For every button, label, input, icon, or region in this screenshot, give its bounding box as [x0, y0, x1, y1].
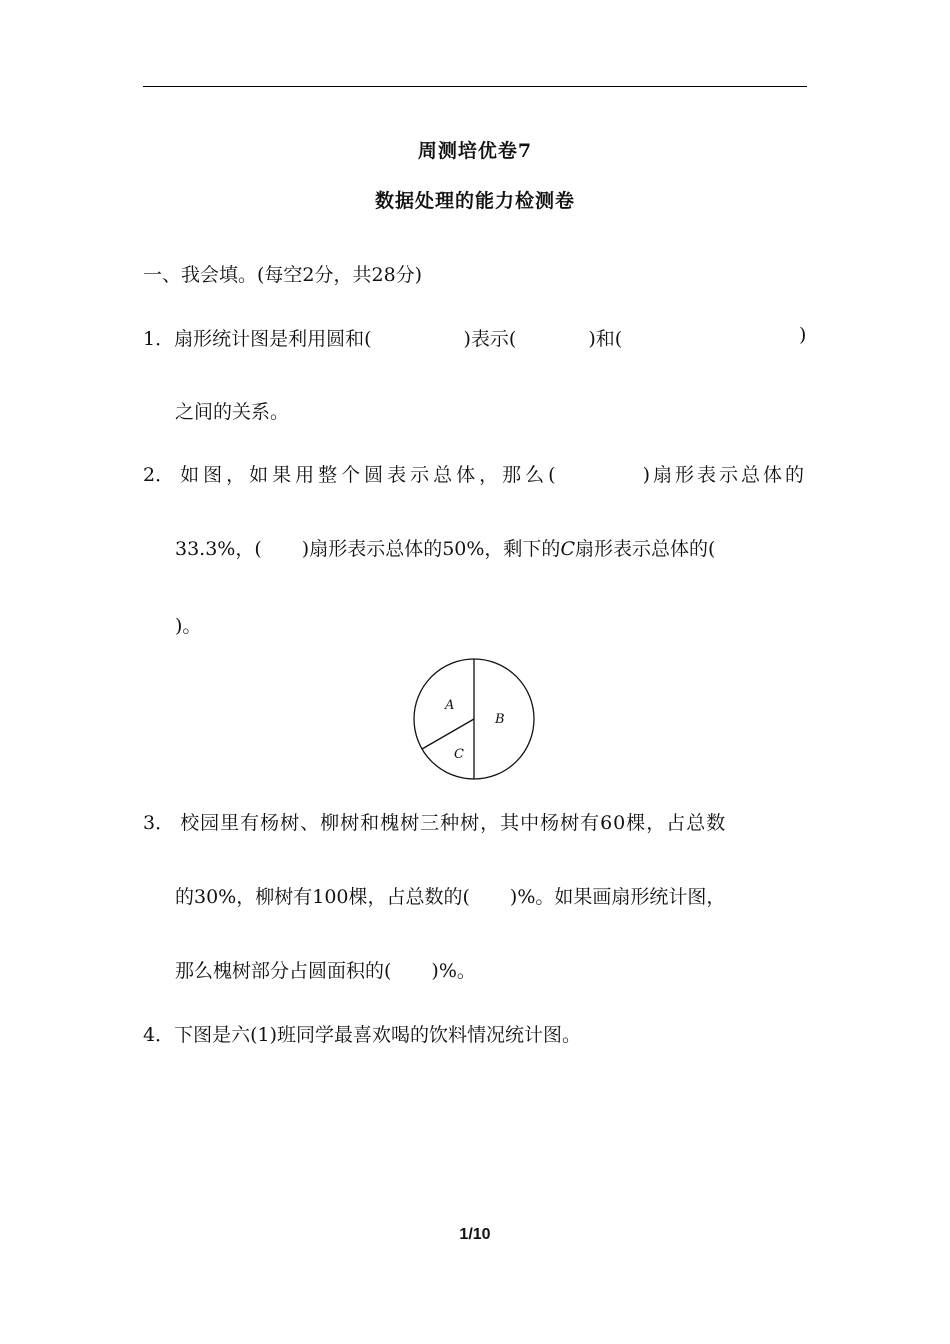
question-2-line-2 — [175, 534, 715, 561]
section-heading: 一、我会填。(每空2分，共28分) — [143, 264, 423, 286]
question-2-text-c: 33.3%，( — [175, 538, 262, 560]
header-rule — [143, 86, 807, 87]
question-1-text-a: 扇形统计图是利用圆和( — [174, 328, 372, 350]
worksheet-title: 周测培优卷7 — [417, 140, 533, 162]
question-3-text-b: 的30%，柳树有100棵，占总数的( — [175, 886, 470, 908]
question-2-text-a: 如图，如果用整个圆表示总体，那么( — [180, 464, 560, 486]
question-4-text: 下图是六(1)班同学最喜欢喝的饮料情况统计图。 — [174, 1024, 582, 1046]
question-2-label-c: C — [560, 538, 575, 560]
question-1-number: 1． — [143, 328, 175, 350]
pie-figure — [411, 656, 537, 782]
question-1-line-2: 之间的关系。 — [175, 401, 290, 423]
worksheet-subtitle: 数据处理的能力检测卷 — [374, 190, 575, 212]
question-3-text-c: )%。如果画扇形统计图， — [509, 886, 726, 908]
pie-label-c: C — [454, 747, 464, 762]
question-1-line-1 — [143, 324, 807, 351]
question-3-line-3 — [175, 956, 476, 983]
question-3-line-1 — [143, 808, 807, 835]
question-3-text-e: )%。 — [431, 960, 476, 982]
question-2-number: 2． — [143, 464, 175, 486]
question-3-number: 3． — [143, 812, 175, 834]
page-number: 1/10 — [459, 1226, 491, 1243]
question-3-text-a: 校园里有杨树、柳树和槐树三种树，其中杨树有60棵，占总数 — [180, 812, 727, 834]
question-2-line-1 — [143, 460, 807, 487]
question-2-line-3: )。 — [175, 615, 202, 637]
question-1-text-c: )和( — [588, 328, 623, 350]
question-4-line-1 — [143, 1020, 581, 1047]
question-2-line-1-body — [180, 460, 807, 487]
question-3-text-d: 那么槐树部分占圆面积的( — [175, 960, 392, 982]
question-1-text-d: ) — [799, 324, 807, 346]
pie-label-a: A — [445, 698, 455, 713]
question-2-text-d: )扇形表示总体的50%，剩下的 — [301, 538, 561, 560]
question-2-text-b: )扇形表示总体的 — [642, 464, 807, 486]
question-3-line-2 — [175, 882, 725, 909]
answer-blank[interactable] — [581, 460, 621, 487]
pie-divider-ac — [422, 719, 474, 749]
pie-label-b: B — [495, 712, 505, 727]
question-2-text-e: 扇形表示总体的( — [574, 538, 716, 560]
question-1-text-b: )表示( — [463, 328, 517, 350]
question-4-number: 4． — [143, 1024, 175, 1046]
